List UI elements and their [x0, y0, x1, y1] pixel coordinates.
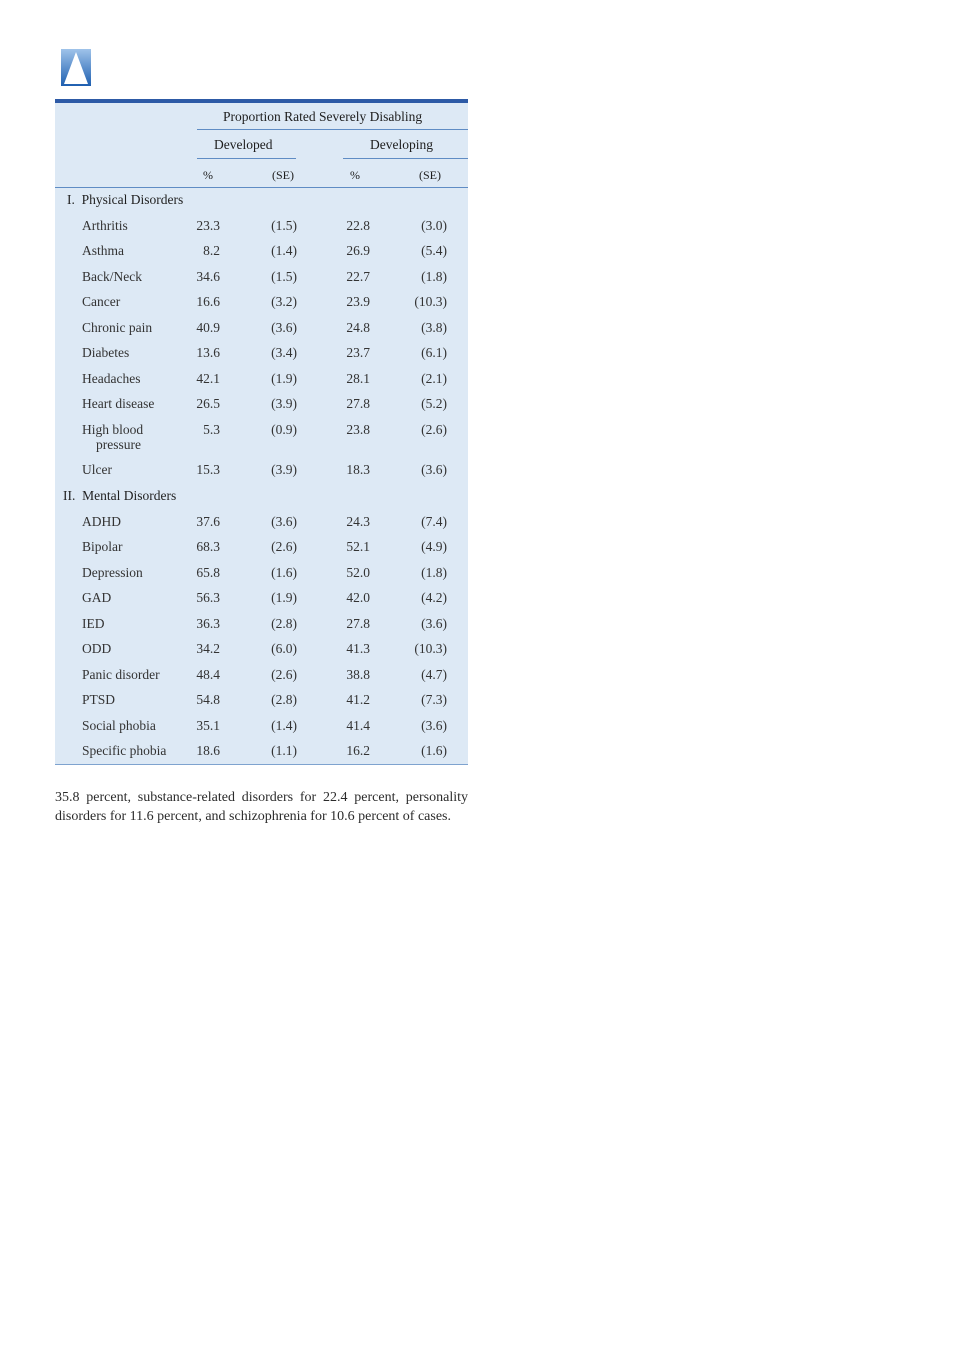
- developed-percent: 26.5: [196, 396, 220, 411]
- developing-se: (2.1): [421, 370, 447, 386]
- span-underline: [197, 129, 468, 130]
- developing-se: (5.2): [421, 396, 447, 411]
- developed-se: (3.6): [271, 513, 297, 529]
- developed-percent: 13.6: [196, 345, 220, 360]
- developed-se: (1.4): [271, 243, 297, 258]
- row-label: Diabetes: [82, 345, 130, 360]
- col-header-se-developing: (SE): [419, 168, 441, 182]
- developing-se: (3.6): [421, 615, 447, 631]
- developed-se: (3.9): [271, 396, 297, 411]
- section-heading: II. Mental Disorders: [63, 488, 177, 503]
- row-label: PTSD: [82, 692, 116, 707]
- section-heading: I. Physical Disorders: [67, 192, 184, 207]
- developing-percent: 16.2: [346, 743, 370, 758]
- developed-percent: 34.2: [196, 641, 220, 656]
- developing-se: (4.9): [421, 539, 447, 554]
- developed-percent: 65.8: [196, 564, 220, 580]
- developing-se: (1.8): [421, 564, 447, 580]
- developed-se: (2.8): [271, 692, 297, 707]
- developing-percent: 22.7: [346, 268, 370, 284]
- developing-percent: 24.3: [346, 513, 370, 529]
- row-label: Chronic pain: [82, 319, 153, 335]
- developed-se: (6.0): [271, 641, 297, 656]
- row-label: Panic disorder: [82, 666, 160, 682]
- row-label: Depression: [82, 564, 143, 580]
- developing-se: (6.1): [421, 345, 447, 360]
- triangle-logo-icon: [61, 49, 91, 86]
- developed-percent: 34.6: [196, 268, 220, 284]
- developed-percent: 8.2: [203, 243, 220, 258]
- developed-se: (3.6): [271, 319, 297, 335]
- developing-se: (2.6): [421, 421, 447, 437]
- developed-percent: 36.3: [196, 615, 220, 631]
- developing-se: (10.3): [414, 294, 447, 309]
- developed-se: (3.4): [271, 345, 297, 360]
- developed-underline: [197, 158, 296, 159]
- developed-se: (2.6): [271, 539, 297, 554]
- col-header-pct-developed: %: [203, 168, 213, 182]
- developed-se: (2.6): [271, 666, 297, 682]
- developing-se: (7.3): [421, 692, 447, 707]
- developing-se: (5.4): [421, 243, 447, 258]
- developing-percent: 23.8: [346, 421, 370, 437]
- developed-percent: 37.6: [196, 513, 220, 529]
- developed-se: (2.8): [271, 615, 297, 631]
- col-header-se-developed: (SE): [272, 168, 294, 182]
- developing-percent: 22.8: [346, 217, 370, 233]
- row-label: IED: [82, 615, 105, 631]
- row-label: ODD: [82, 641, 112, 656]
- developing-percent: 26.9: [346, 243, 370, 258]
- row-label: Heart disease: [82, 396, 155, 411]
- row-label: Bipolar: [82, 539, 123, 554]
- developing-se: (3.0): [421, 217, 447, 233]
- developing-se: (7.4): [421, 513, 447, 529]
- developing-se: (1.8): [421, 268, 447, 284]
- row-label: Headaches: [82, 370, 141, 386]
- developing-se: (3.8): [421, 319, 447, 335]
- developed-percent: 35.1: [196, 717, 220, 733]
- developed-se: (1.9): [271, 590, 297, 605]
- row-label-continued: pressure: [96, 436, 141, 452]
- developing-percent: 41.3: [346, 641, 370, 656]
- developed-se: (1.1): [271, 743, 297, 758]
- developed-se: (1.5): [271, 268, 297, 284]
- developed-percent: 23.3: [196, 217, 220, 233]
- body-paragraph: 35.8 percent, substance-related disorders for 22.4 percent, personality disorders for 11.6 percent, and schizophrenia for 10.6 percent of cases.: [55, 790, 468, 824]
- row-label: Specific phobia: [82, 743, 167, 758]
- row-label: GAD: [82, 590, 112, 605]
- developing-percent: 38.8: [346, 666, 370, 682]
- row-label: Social phobia: [82, 717, 156, 733]
- span-header: Proportion Rated Severely Disabling: [223, 109, 423, 124]
- developing-percent: 24.8: [346, 319, 370, 335]
- developing-underline: [343, 158, 468, 159]
- developing-percent: 42.0: [346, 590, 370, 605]
- developing-percent: 27.8: [346, 396, 370, 411]
- developed-se: (1.5): [271, 217, 297, 233]
- developed-se: (3.2): [271, 294, 297, 309]
- col-header-pct-developing: %: [350, 168, 360, 182]
- developing-se: (10.3): [414, 641, 447, 656]
- developed-percent: 68.3: [196, 539, 220, 554]
- developed-se: (1.9): [271, 370, 297, 386]
- row-label: ADHD: [82, 513, 121, 529]
- group-header-developing: Developing: [370, 137, 433, 152]
- developing-se: (4.2): [421, 590, 447, 605]
- developing-se: (4.7): [421, 666, 447, 682]
- developed-percent: 5.3: [203, 421, 220, 437]
- row-label: Arthritis: [82, 217, 128, 233]
- developed-percent: 54.8: [196, 692, 220, 707]
- row-label: Back/Neck: [82, 268, 142, 284]
- developing-percent: 27.8: [346, 615, 370, 631]
- developing-se: (3.6): [421, 462, 447, 477]
- developed-percent: 56.3: [196, 590, 220, 605]
- developing-percent: 52.0: [346, 564, 370, 580]
- developing-percent: 23.9: [346, 294, 370, 309]
- developing-se: (3.6): [421, 717, 447, 733]
- row-label: Ulcer: [82, 462, 112, 477]
- developed-se: (0.9): [271, 421, 297, 437]
- disability-table: [55, 99, 468, 765]
- developing-percent: 52.1: [346, 539, 370, 554]
- developed-percent: 42.1: [196, 370, 220, 386]
- header-bottom-rule: [55, 187, 468, 188]
- developed-percent: 40.9: [196, 319, 220, 335]
- developing-percent: 41.2: [346, 692, 370, 707]
- developed-percent: 18.6: [196, 743, 220, 758]
- developing-se: (1.6): [421, 743, 447, 758]
- developed-se: (3.9): [271, 462, 297, 477]
- developing-percent: 23.7: [346, 345, 370, 360]
- row-label: Cancer: [82, 294, 121, 309]
- developed-percent: 15.3: [196, 462, 220, 477]
- row-label: High blood: [82, 421, 144, 437]
- developing-percent: 41.4: [346, 717, 370, 733]
- developed-se: (1.6): [271, 564, 297, 580]
- developed-percent: 16.6: [196, 294, 220, 309]
- developed-se: (1.4): [271, 717, 297, 733]
- developed-percent: 48.4: [196, 666, 220, 682]
- developing-percent: 18.3: [346, 462, 370, 477]
- group-header-developed: Developed: [214, 137, 273, 152]
- developing-percent: 28.1: [346, 370, 370, 386]
- row-label: Asthma: [82, 243, 124, 258]
